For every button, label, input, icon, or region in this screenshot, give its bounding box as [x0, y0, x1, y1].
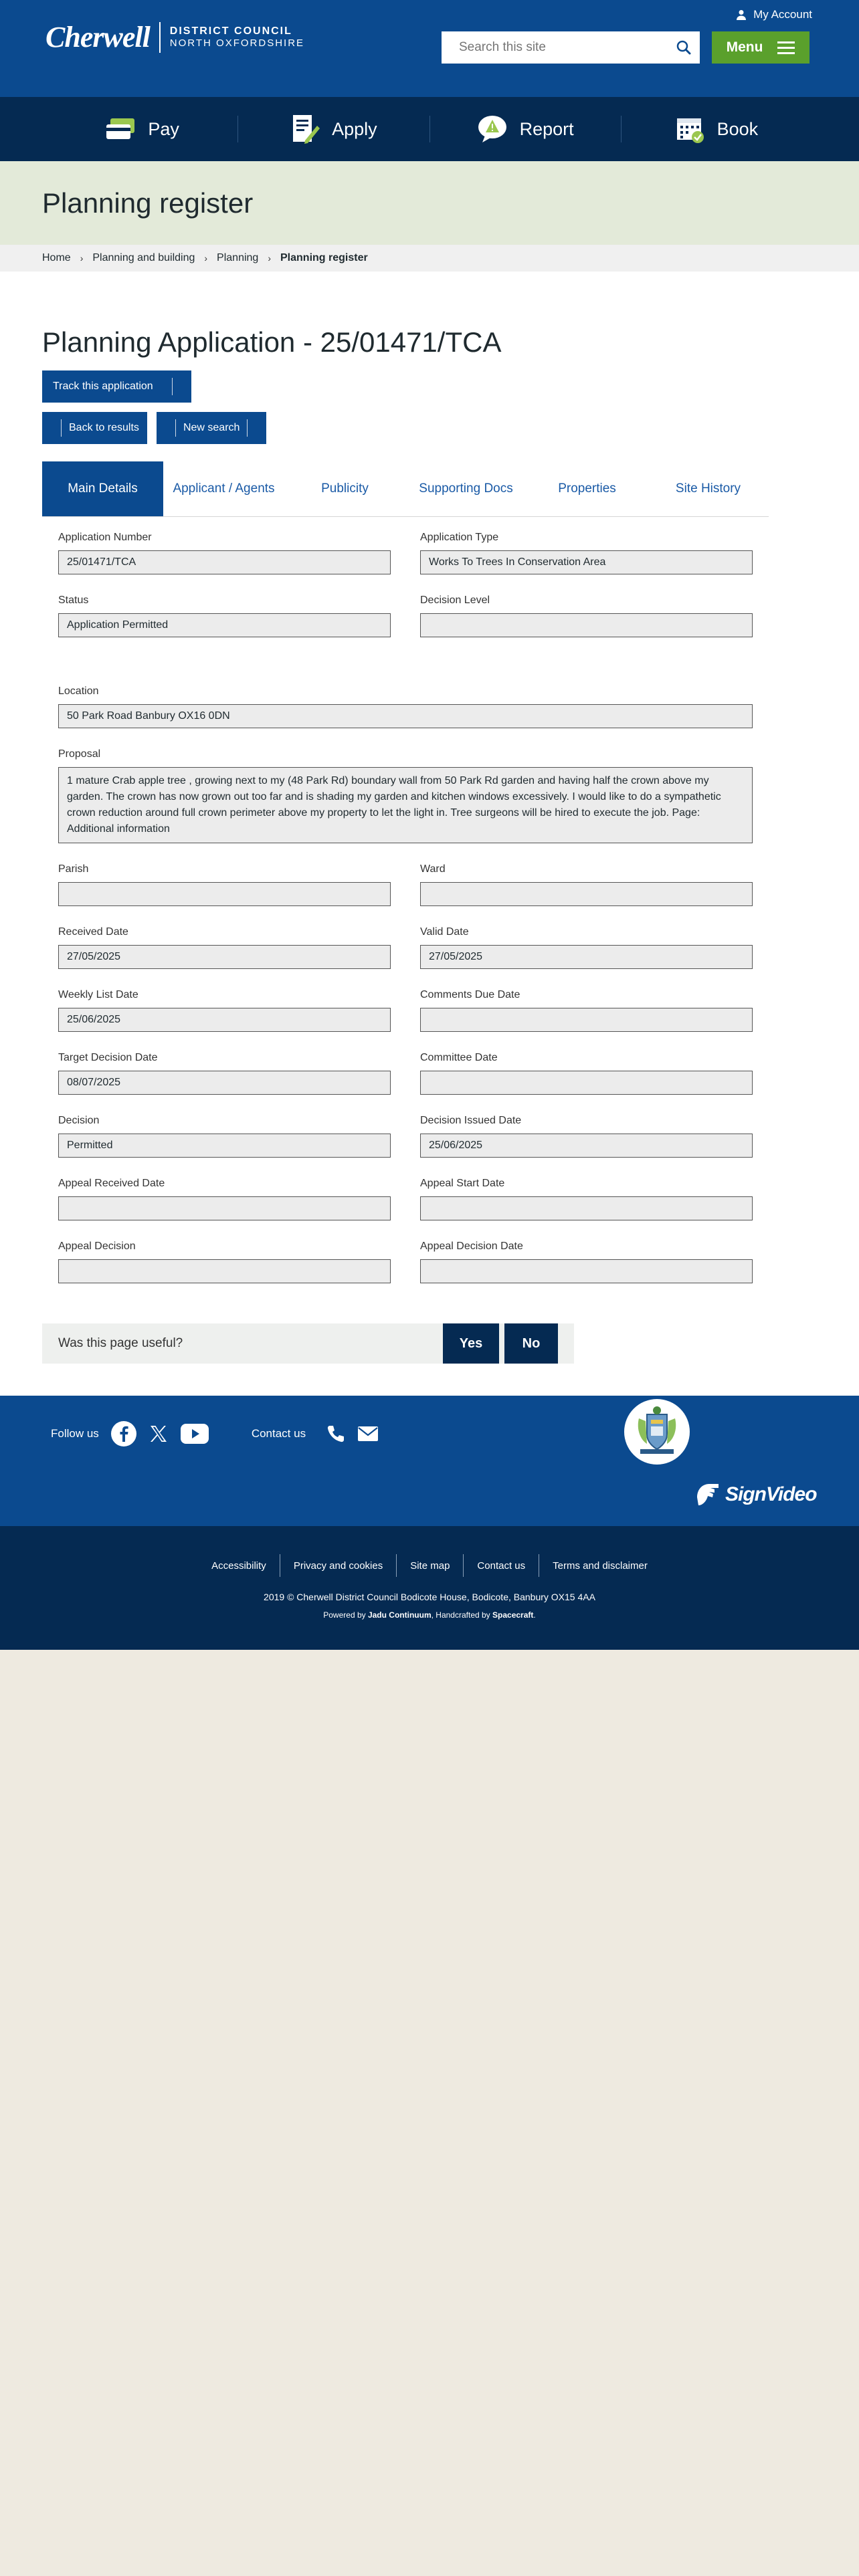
page-feedback: [42, 1323, 574, 1364]
jadu-link[interactable]: Jadu Continuum: [367, 1610, 432, 1620]
status-label: Status: [58, 595, 89, 606]
social-links: [51, 1421, 378, 1446]
follow-us-label: Follow us: [51, 1427, 99, 1440]
search-icon[interactable]: [668, 31, 700, 64]
appeal-start-date-label: Appeal Start Date: [420, 1178, 505, 1189]
parish-field: [58, 863, 391, 906]
track-application-button[interactable]: [42, 370, 191, 403]
weekly-list-date-field: [58, 989, 391, 1032]
back-to-results-label: Back to results: [69, 422, 139, 433]
main-content: [0, 326, 859, 1364]
search-input[interactable]: [442, 31, 668, 64]
received-date-field: [58, 926, 391, 969]
email-icon[interactable]: [358, 1426, 378, 1441]
signvideo-logo[interactable]: [693, 1480, 817, 1509]
user-icon: [736, 9, 747, 20]
application-type-field: [420, 532, 753, 574]
nav-apply[interactable]: [237, 116, 429, 142]
breadcrumb-current: Planning register: [280, 252, 368, 263]
ward-value: [420, 882, 753, 906]
application-type-value: Works To Trees In Conservation Area: [420, 550, 753, 574]
logo-wordmark: Cherwell: [45, 21, 150, 53]
spacecraft-link[interactable]: Spacecraft: [492, 1610, 534, 1620]
tab-properties[interactable]: Properties: [558, 481, 616, 496]
received-date-label: Received Date: [58, 926, 128, 938]
decision-level-field: [420, 595, 753, 637]
tab-main-details[interactable]: Main Details: [42, 461, 163, 516]
application-type-label: Application Type: [420, 532, 499, 543]
breadcrumb-home[interactable]: Home: [42, 252, 71, 263]
navigation-buttons: [42, 412, 817, 444]
site-header: [0, 0, 859, 97]
appeal-start-date-value: [420, 1196, 753, 1220]
tab-supporting-docs[interactable]: Supporting Docs: [419, 481, 513, 496]
appeal-received-date-field: [58, 1178, 391, 1220]
breadcrumb-planning[interactable]: Planning: [217, 252, 259, 263]
chevron-right-icon: ›: [80, 253, 84, 263]
credit-card-icon: [105, 117, 136, 141]
chevron-right-icon: ›: [268, 253, 271, 263]
valid-date-field: [420, 926, 753, 969]
appeal-decision-value: [58, 1259, 391, 1283]
youtube-icon[interactable]: [181, 1424, 209, 1444]
footer-link-sitemap[interactable]: Site map: [410, 1560, 450, 1572]
status-value: Application Permitted: [58, 613, 391, 637]
feedback-yes-button[interactable]: Yes: [443, 1323, 499, 1364]
comments-due-date-label: Comments Due Date: [420, 989, 520, 1000]
menu-button[interactable]: [712, 31, 809, 64]
facebook-icon[interactable]: [111, 1421, 136, 1446]
proposal-field: [58, 748, 753, 843]
application-number-value: 25/01471/TCA: [58, 550, 391, 574]
main-details-form: [42, 517, 769, 1283]
decision-level-value: [420, 613, 753, 637]
breadcrumb: [0, 245, 859, 272]
decision-field: [58, 1115, 391, 1158]
logo-divider: [159, 22, 161, 53]
form-pencil-icon: [290, 114, 320, 144]
comments-due-date-field: [420, 989, 753, 1032]
tab-applicant-agents[interactable]: Applicant / Agents: [173, 481, 275, 496]
button-divider: [247, 419, 248, 437]
signvideo-label: SignVideo: [725, 1483, 817, 1505]
button-divider: [61, 419, 62, 437]
proposal-label: Proposal: [58, 748, 101, 760]
status-field: [58, 595, 391, 637]
powered-period: .: [533, 1610, 536, 1620]
committee-date-label: Committee Date: [420, 1052, 498, 1063]
footer-link-terms[interactable]: Terms and disclaimer: [553, 1560, 648, 1572]
decision-issued-date-label: Decision Issued Date: [420, 1115, 522, 1126]
application-number-field: [58, 532, 391, 574]
weekly-list-date-label: Weekly List Date: [58, 989, 138, 1000]
decision-value: Permitted: [58, 1134, 391, 1158]
ward-label: Ward: [420, 863, 446, 875]
new-search-label: New search: [183, 422, 240, 433]
nav-book[interactable]: [621, 116, 812, 142]
footer-bottom: [0, 1526, 859, 1650]
nav-pay-label: Pay: [148, 118, 179, 139]
logo-line-2: NORTH OXFORDSHIRE: [169, 37, 305, 49]
target-decision-date-label: Target Decision Date: [58, 1052, 158, 1063]
quick-nav: [0, 97, 859, 161]
feedback-no-button[interactable]: No: [504, 1323, 558, 1364]
location-value: 50 Park Road Banbury OX16 0DN: [58, 704, 753, 728]
parish-value: [58, 882, 391, 906]
decision-label: Decision: [58, 1115, 100, 1126]
weekly-list-date-value: 25/06/2025: [58, 1008, 391, 1032]
x-twitter-icon[interactable]: [149, 1424, 169, 1444]
appeal-start-date-field: [420, 1178, 753, 1220]
comments-due-date-value: [420, 1008, 753, 1032]
received-date-value: 27/05/2025: [58, 945, 391, 969]
appeal-decision-date-label: Appeal Decision Date: [420, 1241, 523, 1252]
footer-link-contact[interactable]: Contact us: [477, 1560, 526, 1572]
nav-book-label: Book: [717, 118, 759, 139]
contact-us-label: Contact us: [251, 1427, 306, 1440]
council-logo[interactable]: [45, 20, 304, 54]
appeal-received-date-label: Appeal Received Date: [58, 1178, 165, 1189]
banner-title: Planning register: [42, 187, 254, 219]
footer-link-accessibility[interactable]: Accessibility: [211, 1560, 266, 1572]
location-label: Location: [58, 685, 99, 697]
nav-pay[interactable]: [47, 116, 237, 142]
appeal-decision-date-field: [420, 1241, 753, 1283]
application-tabs: [42, 461, 769, 517]
hamburger-icon: [777, 38, 795, 58]
appeal-decision-field: [58, 1241, 391, 1283]
decision-level-label: Decision Level: [420, 595, 490, 606]
committee-date-field: [420, 1052, 753, 1095]
target-decision-date-field: [58, 1052, 391, 1095]
decision-issued-date-field: [420, 1115, 753, 1158]
phone-icon[interactable]: [326, 1424, 346, 1444]
footer-top: [0, 1396, 859, 1526]
breadcrumb-planning-building[interactable]: Planning and building: [92, 252, 195, 263]
calendar-check-icon: [676, 114, 705, 144]
nav-report-label: Report: [519, 118, 574, 139]
valid-date-value: 27/05/2025: [420, 945, 753, 969]
report-warning-icon: [477, 114, 508, 144]
chevron-right-icon: ›: [204, 253, 208, 263]
parish-label: Parish: [58, 863, 89, 875]
my-account-label: My Account: [753, 8, 812, 21]
feedback-question: Was this page useful?: [58, 1336, 183, 1350]
appeal-decision-label: Appeal Decision: [58, 1241, 136, 1252]
appeal-decision-date-value: [420, 1259, 753, 1283]
button-divider: [172, 378, 173, 395]
powered-prefix: Powered by: [323, 1610, 368, 1620]
nav-report[interactable]: [430, 116, 621, 142]
track-application-label: Track this application: [53, 381, 153, 392]
powered-by: [0, 1610, 859, 1620]
valid-date-label: Valid Date: [420, 926, 469, 938]
tab-site-history[interactable]: Site History: [675, 481, 741, 496]
application-number-label: Application Number: [58, 532, 152, 543]
footer-links: [0, 1554, 859, 1577]
appeal-received-date-value: [58, 1196, 391, 1220]
page-title: Planning Application - 25/01471/TCA: [42, 326, 502, 358]
ward-field: [420, 863, 753, 906]
back-to-results-button[interactable]: [42, 412, 147, 444]
target-decision-date-value: 08/07/2025: [58, 1071, 391, 1095]
nav-apply-label: Apply: [332, 118, 377, 139]
page-banner: [0, 161, 859, 245]
new-search-button[interactable]: [157, 412, 266, 444]
committee-date-value: [420, 1071, 753, 1095]
button-divider: [175, 419, 176, 437]
council-crest-logo: [624, 1399, 690, 1465]
logo-line-1: DISTRICT COUNCIL: [169, 25, 292, 37]
decision-issued-date-value: 25/06/2025: [420, 1134, 753, 1158]
footer-link-privacy[interactable]: Privacy and cookies: [293, 1560, 383, 1572]
tab-publicity[interactable]: Publicity: [321, 481, 369, 496]
proposal-value: 1 mature Crab apple tree , growing next to my (48 Park Rd) boundary wall from 50 Park Rd garden and having half the crown above my garden. The crown has now grown out too far and is shading my garden and kitchen windows excessively. I would like to do a sympathetic crown reduction around full crown perimeter above my property to let the light in. Tree surgeons will be hired to execute the job. Page: Additional information: [58, 767, 753, 843]
my-account-link[interactable]: [736, 8, 812, 21]
location-field: [58, 685, 753, 728]
menu-label: Menu: [726, 39, 763, 55]
logo-subtitle: [170, 25, 304, 49]
handcrafted-prefix: , Handcrafted by: [431, 1610, 493, 1620]
signing-hand-icon: [693, 1480, 723, 1509]
search-box: [442, 31, 700, 64]
copyright-text: 2019 © Cherwell District Council Bodicote House, Bodicote, Banbury OX15 4AA: [264, 1592, 595, 1602]
